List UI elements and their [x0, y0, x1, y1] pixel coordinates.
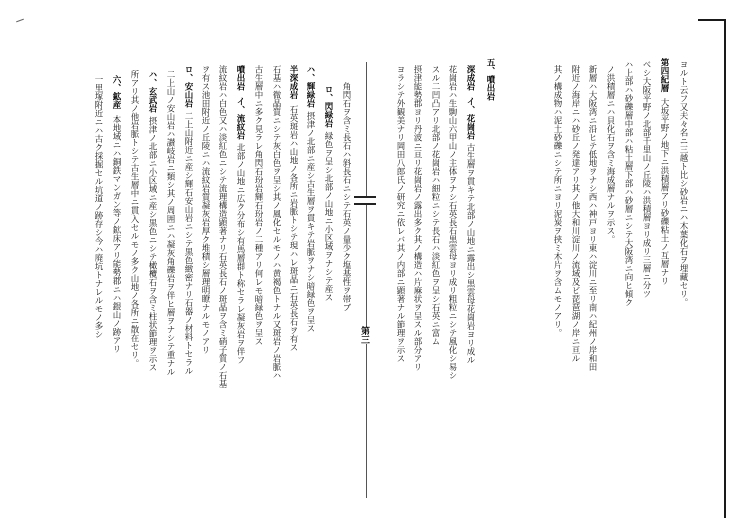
text-column: [252, 65, 264, 455]
column-text: スル二凹凸アリ北部ノ花崗岩ハ細粒ニシテ長石ハ淡紅色ヲ呈シ石英ニ富ム: [430, 65, 440, 346]
text-column: [322, 85, 334, 360]
column-text: ヲ有ス池田附近ノ丘陵ニハ流紋岩質凝灰岩厚ク堆積シ層理明瞭ナルモノアリ: [200, 65, 210, 354]
scan-edge-right: [724, 19, 726, 518]
column-text: 一里塚附近ニハ古ク採掘セル坑道ノ跡存シ今ハ廃坑トナレルモノ多シ: [93, 75, 103, 339]
column-text: 其ノ構成物ハ泥土砂礫ニシテ所ニヨリ泥炭ヲ挟ミ木片ヲ含ムモノアリ。: [552, 65, 562, 337]
text-column: [658, 58, 670, 348]
scan-corner-mark: [16, 19, 24, 23]
column-text: ベシ大阪平野ノ北部千里山ノ丘陵ハ洪積層ヨリ成リ三層ニ分ツ: [641, 60, 651, 298]
text-column: [429, 65, 441, 455]
subsection-heading: ハ、輝緑岩: [305, 65, 315, 108]
text-column: [411, 65, 423, 457]
column-text: 二上山附近ニ産シ輝石安山岩ニシテ黒色緻密ナリ石器ノ材料トセラル: [183, 111, 193, 375]
text-column: [199, 65, 211, 463]
section-heading: 第四紀層: [659, 58, 669, 92]
section-heading: 五、噴出岩: [485, 58, 495, 101]
column-text: 二上山ノ安山岩ハ讃岐岩ニ類シ其ノ周囲ニハ凝灰角礫岩ヲ伴ヒ層ヲナシテ重ナル: [165, 70, 175, 376]
section-heading: 深成岩: [465, 65, 475, 91]
text-column: [270, 65, 282, 445]
text-column: [677, 60, 689, 352]
text-column: [164, 70, 176, 462]
subsection-heading: ハ、玄武岩: [147, 70, 157, 113]
text-column: [110, 75, 122, 473]
section-heading: 六、鉱産: [111, 75, 121, 109]
column-text: 古生層中ニ多ク見ラレ角閃石玢岩輝石玢岩ノ二種アリ何レモ暗緑色ヲ呈ス: [253, 65, 263, 346]
column-text: ノ洪積層ニハ貝化石ヲ含ミ海成層ナルヲ示ス。: [605, 65, 615, 244]
text-column: [569, 65, 581, 447]
subsection-heading: イ、花崗岩: [465, 96, 475, 139]
column-text: 附近ノ海岸ニハ砂丘ノ発達アリ其ノ他大和川淀川ノ流域及ビ琵琶湖ノ岸ニ亘ル: [570, 65, 580, 363]
column-text: 緑色ヲ呈シ北部ノ山地ニ小区域ヲナシテ産ス: [323, 131, 333, 302]
column-text: 花崗岩ハ生駒山六甲山ノ主体ヲナシ石英長石黒雲母ヨリ成リ粗粒ニシテ風化シ易シ: [447, 65, 457, 380]
text-column: [394, 65, 406, 457]
text-column: [128, 70, 140, 472]
column-text: 古生層ヲ貫キテ北部ノ山地ニ露出シ黒雲母花崗岩ヨリ成ル: [465, 143, 475, 364]
gutter-double-mark: [354, 196, 376, 205]
text-column: [182, 65, 194, 460]
column-text: 摂津ノ北部ニ小区域ニ産シ黒色ニシテ橄欖石ヲ含ミ柱状節理ヲ示ス: [147, 116, 157, 372]
column-text: 北部ノ山地ニ広ク分布シ有馬層群ト称セラレ凝灰岩ヲ伴フ: [235, 143, 245, 364]
text-column: [92, 75, 104, 473]
text-column: [640, 60, 652, 344]
subsection-heading: ロ、閃緑岩: [323, 85, 333, 128]
text-column: [622, 60, 634, 352]
text-column: [484, 58, 496, 120]
column-text: 角閃石ヲ含ミ長石ハ斜長石ニシテ石英ノ量少ク塩基性ヲ帯ブ: [341, 82, 351, 312]
text-column: [340, 82, 352, 357]
column-text: ハ上部ハ砂礫層中部ハ粘土層下部ハ砂層ニシテ大阪湾ニ向ヒ傾ク: [623, 60, 633, 307]
column-text: ヨルト云フ又夫々名ニ三越ト比シ砂岩ニハ木葉化石ヲ埋藏セリ。: [678, 60, 688, 307]
column-text: 石英斑岩ハ山地ノ各所ニ岩脈トシテ現ハレ斑晶ニ石英長石ヲ有ス: [288, 105, 298, 352]
column-text: 流紋岩ハ白色又ハ淡紅色ニシテ流理構造顕著ナリ石英長石ノ斑晶ヲ含ミ硝子質ノ石基: [217, 65, 227, 388]
text-column: [586, 65, 598, 447]
text-column: [287, 65, 299, 415]
scan-edge-top: [698, 19, 726, 21]
section-heading: 半深成岩: [288, 65, 298, 99]
text-column: [604, 65, 616, 295]
text-column: [464, 65, 476, 450]
text-column: [446, 65, 458, 450]
column-text: 大坂平野ノ地下ニ洪積層アリ砂礫粘土ノ互層ナリ: [659, 98, 669, 285]
column-text: 所アリ其ノ他岩脈トシテ古生層中ニ貫入セルモノ多ク山地ノ各所ニ散在セリ。: [129, 70, 139, 368]
text-column: [146, 70, 158, 465]
text-column: [551, 65, 563, 405]
text-column: [304, 65, 316, 395]
column-text: 新層ハ大阪湾ニ沿ヒテ低地ヲナシ西ハ神戸ヨリ東ハ淀川ニ至リ南ハ紀州ノ岸和田: [587, 65, 597, 371]
column-text: 摂津ノ北部ニ産シ古生層ヲ貫キテ岩脈ヲナシ暗緑色ヲ呈ス: [305, 111, 315, 333]
column-text: 本地域ニハ銅鉄マンガン等ノ鉱床アリ能勢郡ニハ銀山ノ跡アリ: [111, 115, 121, 353]
section-heading: 噴出岩: [235, 65, 245, 91]
column-text: 摂津能勢郡ヨリ丹波ニ亘リ花崗岩ノ露出多ク其ノ構造ハ片麻状ヲ呈スル部分アリ: [412, 65, 422, 371]
subsection-heading: イ、流紋岩: [235, 96, 245, 139]
text-column: [216, 65, 228, 463]
page-number: 第三: [359, 326, 369, 344]
column-text: ヨラシテ外観美ナリ岡田八郎氏ノ研究ニ依レバ其ノ内部ニ顕著ナル節理ヲ示ス: [395, 65, 405, 363]
page-gutter-line: [366, 62, 367, 498]
text-column: [234, 65, 246, 463]
column-text: 石基ハ微晶質ニシテ灰白色ヲ呈シ其ノ風化セルモノハ黄褐色トナル又斑岩ノ岩脈ハ: [271, 65, 281, 380]
subsection-heading: ロ、安山岩: [183, 65, 193, 108]
